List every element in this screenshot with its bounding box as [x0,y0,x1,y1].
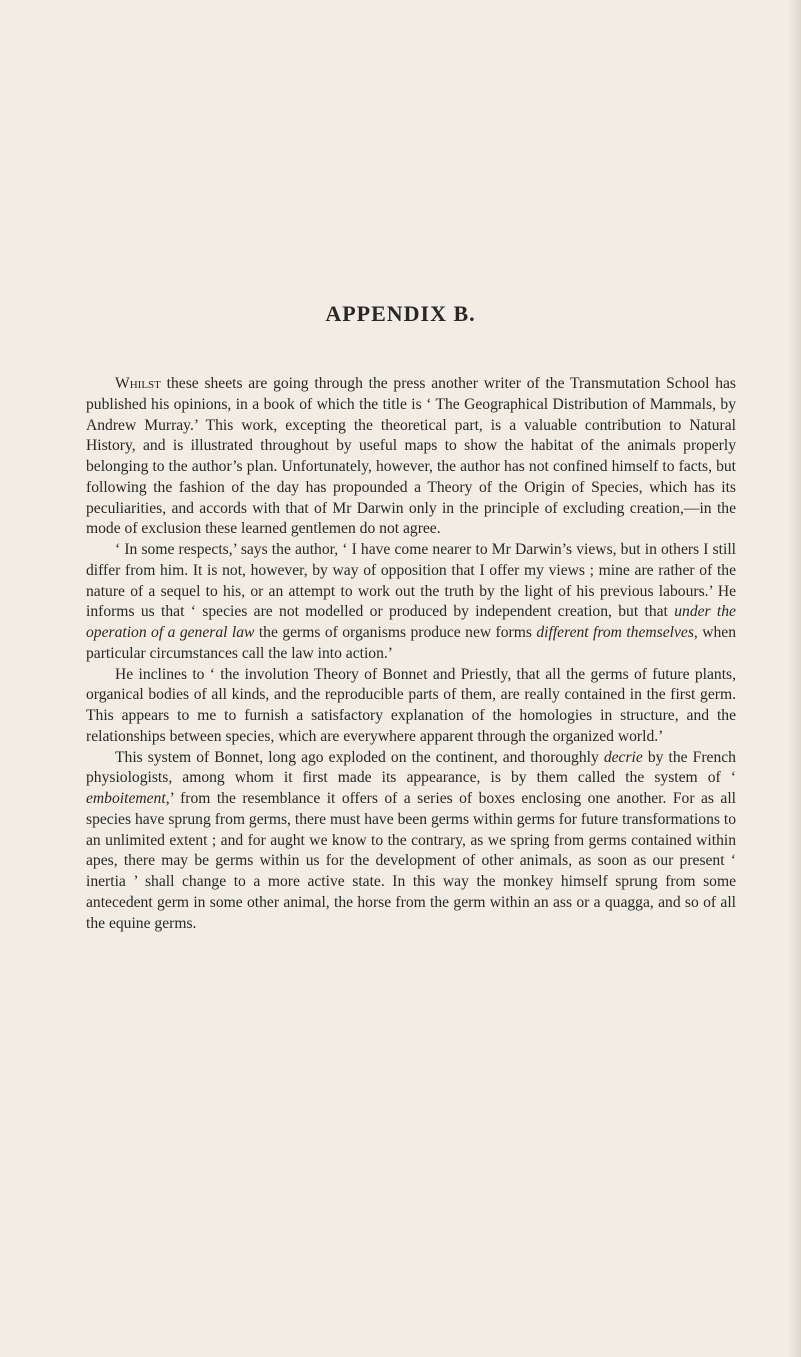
text-segment: these sheets are going through the press another writer of the Transmutation School has published his opinions, in a book of which the title is ‘ The Geographical Distribution of Mammals, by Andrew Murray.’ This work, excepting the theoretical part, is a valuable contribution to Natural History, and is illustrated throughout by useful maps to show the habitat of the animals properly belonging to the author’s plan. Unfortunately, however, the author has not confined himself to facts, but following the fashion of the day has propounded a Theory of the Origin of Species, which has its peculiarities, and accords with that of Mr Darwin only in the principle of excluding creation,—in the mode of exclusion these learned gentlemen do not agree. [86,375,736,538]
text-segment: ,’ from the resemblance it offers of a series of boxes enclosing one another. For as all species have sprung from germs, there must have been germs within germs for future transformations to an unlimited extent ; and for aught we know to the contrary, as we spring from germs contained within apes, there may be germs within us for the development of other animals, as soon as our present ‘ inertia ’ shall change to a more active state. In this way the monkey himself sprung from some antecedent germ in some other animal, the horse from the germ within an ass or a quagga, and so of all the equine germs. [86,790,736,932]
text-segment: This system of Bonnet, long ago exploded on the continent, and thoroughly [115,748,604,766]
text-segment: by the French physiologists, among whom it first made its appearance, is by them called the system of ‘ [86,748,736,787]
paragraph-4 [86,748,736,935]
italic-text: emboitement [86,790,166,807]
italic-text: different from themselves [536,624,694,641]
paragraph-2 [86,540,736,665]
page-title: APPENDIX B. [325,300,476,326]
text-segment: ‘ In some respects,’ says the author, ‘ I have come nearer to Mr Darwin’s views, but in others I still differ from him. It is not, however, by way of opposition that I offer my views ; mine are rather of the nature of a sequel to his, or an attempt to work out the truth by the light of his previous labours.’ He informs us that ‘ species are not modelled or produced by independent creation, but that [86,541,736,621]
text-segment: He inclines to ‘ the involution Theory of Bonnet and Priestly, that all the germs of future plants, organical bodies of all kinds, and the reproducible parts of them, are really contained in the first germ. This appears to me to furnish a satisfactory explanation of the homologies in structure, and the relationships between species, which are everywhere apparent through the organized world.’ [86,665,736,745]
text-segment: , when particular circumstances call the law into action.’ [86,624,736,662]
body-text [86,374,736,934]
paragraph-3 [86,665,736,748]
page-edge-shadow [787,0,801,1357]
paragraph-1 [86,374,736,540]
italic-text: decrie [603,748,643,766]
opening-word: Whilst [115,375,161,392]
text-segment: the germs of organisms produce new forms [254,624,537,641]
italic-text: under the operation of a general law [86,603,736,641]
